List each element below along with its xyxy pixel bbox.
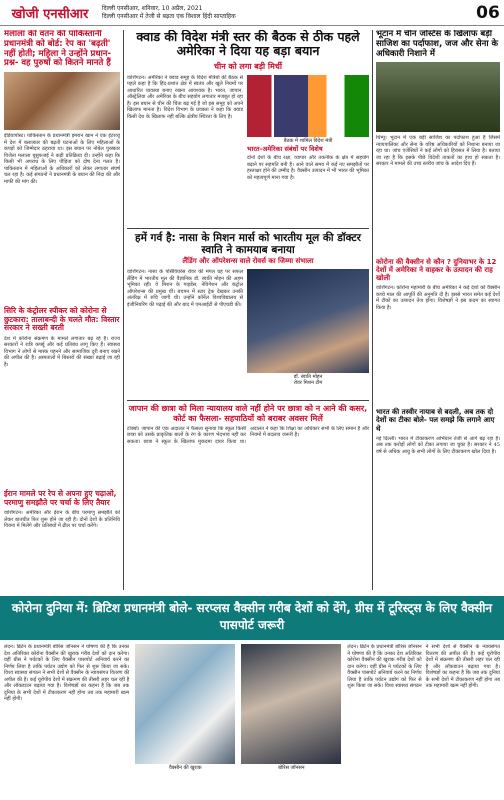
bottom-banner: कोरोना दुनिया में: ब्रिटिश प्रधानमंत्री बोले- सरप्लस वैक्सीन गरीब देशों को देंगे, ग्रीस में टूरिस्ट्स के लिए वैक्सीन पासपोर्ट जरूरी: [0, 596, 504, 640]
right-photo: [376, 62, 500, 132]
bottom-photo-block-1: [135, 644, 235, 794]
left-column: [4, 30, 120, 590]
brand-logo: खोजी एनसीआर: [4, 2, 96, 24]
subline-text: दिल्ली एनसीआर में तेजी से बढ़ता एक विशाल हिंदी साप्ताहिक: [102, 12, 236, 20]
bottom-body-left: लंदन। ब्रिटेन के प्रधानमंत्री बोरिस जॉनसन ने घोषणा की है कि उनका देश अतिरिक्त कोरोना वैक्सीन की खुराक गरीब देशों को दान करेगा। वहीं ग्रीस ने पर्यटकों के लिए वैक्सीन पासपोर्ट अनिवार्य करने का निर्णय लिया है ताकि पर्यटन उद्योग को फिर से शुरू किया जा सके। विश्व स्वास्थ्य संगठन ने सभी देशों से वैक्सीन के न्यायसंगत वितरण की अपील की है। कई यूरोपीय देशों में संक्रमण की तीसरी लहर चल रही है और लॉकडाउन बढ़ाया गया है। विशेषज्ञों का कहना है कि जब तक दुनिया के सभी देशों में टीकाकरण नहीं होगा तब तक महामारी खत्म नहीं होगी।: [4, 644, 130, 702]
left-body: इंडियापोस्ट। पाकिस्तान के प्रधानमंत्री इमरान खान ने एक इंटरव्यू में देश में बलात्कार की बढ़ती घटनाओं के लिए महिलाओं के कपड़ों को जिम्मेदार ठहराया था। इस बयान पर नोबेल पुरस्कार विजेता मलाला यूसुफजई ने कड़ी प्रतिक्रिया दी। उन्होंने कहा कि किसी भी अपराध के लिए पीड़िता को दोष देना गलत है। पाकिस्तान में महिलाओं के अधिकारों को लेकर लगातार संघर्ष चल रहा है। कई संगठनों ने प्रधानमंत्री के बयान की निंदा की और माफी की मांग की।: [4, 133, 120, 185]
masthead: [0, 0, 504, 26]
center-right-block: [247, 75, 369, 225]
nasa-side-label: रोवर मिशन टीम: [293, 380, 323, 387]
center-body-2: दोनों देशों के बीच रक्षा, व्यापार और तकनीक के क्षेत्र में सहयोग बढ़ाने पर सहमति बनी है। आने वाले समय में कई नए समझौतों पर हस्ताक्षर होने की उम्मीद है। वैक्सीन उत्पादन में भी भारत की भूमिका को महत्वपूर्ण माना गया है।: [247, 155, 369, 181]
right-headline-3: भारत की तस्वीर नायाब से बदली, अब तक दो देशों का टीका बोले- पल समझे कि लगाने आए थे: [376, 408, 495, 433]
center-top-row: [127, 75, 369, 225]
column-divider-2: [372, 30, 373, 590]
nasa-caption: डॉ. स्वाति मोहन: [293, 374, 323, 381]
center-body: वाशिंगटन। अमेरिका ने क्वाड समूह के विदेश मंत्रियों की बैठक से पहले कहा है कि हिंद-प्रशांत क्षेत्र में स्वतंत्र और खुले नियमों पर आधारित व्यवस्था बनाए रखना आवश्यक है। भारत, जापान, ऑस्ट्रेलिया और अमेरिका के बीच सहयोग लगातार मजबूत हो रहा है। इस बयान से चीन की चिंता बढ़ गई है जो इस समूह को अपने खिलाफ मानता है। विदेश विभाग के प्रवक्ता ने कहा कि क्वाड किसी देश के खिलाफ नहीं बल्कि क्षेत्रीय स्थिरता के लिए है।: [127, 74, 243, 120]
japan-body: टोक्यो। जापान की एक अदालत ने फैसला सुनाया कि स्कूल किसी छात्रा को उसके प्राकृतिक बालों के रंग के कारण भेदभाव नहीं कर सकता। छात्रा ने स्कूल के खिलाफ मुकदमा दायर किया था। अदालत ने कहा कि शिक्षा का अधिकार सभी के लिए समान है और नियमों में बदलाव जरूरी है।: [127, 425, 369, 445]
bottom-photo-block-2: [241, 644, 341, 794]
center-divider-2: [127, 400, 369, 401]
pm-photo: [241, 644, 341, 764]
right-body-3: नई दिल्ली। भारत में टीकाकरण अभियान तेजी से आगे बढ़ रहा है। अब तक करोड़ों लोगों को टीका लगाया जा चुका है। सरकार ने 45 वर्ष से अधिक आयु के सभी लोगों के लिए टीकाकरण खोल दिया है।: [376, 435, 500, 455]
center-photo-caption: बैठक में शामिल विदेश मंत्री: [283, 137, 333, 144]
left-headline-2: सिरि के कंट्रोलर स्पीकर को कोरोना से छुटकारा: तालाबन्दी के चलते मौत: विस्तार सरकार ने सख्ती बरती: [4, 306, 120, 333]
center-subhead: भारत-अमेरिका संबंधों पर विशेष: [247, 144, 323, 153]
dateline-text: दिल्ली एनसीआर, शनिवार, 10 अप्रैल, 2021: [102, 4, 203, 12]
japan-headline: जापान की छात्रा को मिला न्यायालय वाले नहीं होने पर छात्रा को न आने की कसर, कोर्ट का फैसला- सहपाठियों को बराबर अवसर मिलें: [128, 404, 368, 423]
right-body: थिम्पू। भूटान में एक बड़ी साजिश का पर्दाफाश हुआ है जिसमें न्यायपालिका और सेना के वरिष्ठ अधिकारियों को निशाना बनाया जा रहा था। जांच एजेंसियों ने कई लोगों को हिरासत में लिया है। बताया जा रहा है कि इसके पीछे विदेशी ताकतों का हाथ हो सकता है। सरकार ने मामले की उच्च स्तरीय जांच के आदेश दिए हैं।: [376, 135, 500, 168]
bottom-body-right: लंदन। ब्रिटेन के प्रधानमंत्री बोरिस जॉनसन ने घोषणा की है कि उनका देश अतिरिक्त कोरोना वैक्सीन की खुराक गरीब देशों को दान करेगा। वहीं ग्रीस ने पर्यटकों के लिए वैक्सीन पासपोर्ट अनिवार्य करने का निर्णय लिया है ताकि पर्यटन उद्योग को फिर से शुरू किया जा सके। विश्व स्वास्थ्य संगठन ने सभी देशों से वैक्सीन के न्यायसंगत वितरण की अपील की है। कई यूरोपीय देशों में संक्रमण की तीसरी लहर चल रही है और लॉकडाउन बढ़ाया गया है। विशेषज्ञों का कहना है कि जब तक दुनिया के सभी देशों में टीकाकरण नहीं होगा तब तक महामारी खत्म नहीं होगी।: [347, 644, 500, 689]
left-photo: [4, 72, 120, 130]
left-headline: मलाला की वतन की पाकिस्तानी प्रधानमंत्री को बोर्ड: रेप का 'बढ़ती' नहीं होती; महिला ने उन्होंने प्रधान-प्रश्न- वह पुरुषों को कितने मानते हैं: [4, 30, 112, 69]
flags-photo: [247, 75, 369, 137]
center-headline: क्वाड की विदेश मंत्री स्तर की बैठक से ठीक पहले अमेरिका ने दिया यह बड़ा बयान: [136, 30, 360, 59]
left-headline-3: ईरान मामले पर रेप से अपना हुए चढ़ाओ, परमाणु समझौते पर चर्चा के लिए तैयार: [4, 488, 117, 507]
nasa-row: [127, 269, 369, 397]
left-body-3: वाशिंगटन। अमेरिका और ईरान के बीच परमाणु समझौते को लेकर बातचीत फिर शुरू होने जा रही है। दोनों देशों के प्रतिनिधि वियना में मिलेंगे और प्रतिबंधों में ढील पर चर्चा करेंगे।: [4, 510, 120, 530]
right-headline-2: कोरोना की वैक्सीन से कौन ? दुनियाभर के 12 देशों में अमेरिका ने वाहकर के उत्पादन की राह खोली: [376, 258, 497, 283]
vaccine-photo: [135, 644, 235, 764]
dateline: [96, 5, 472, 21]
right-column: [376, 30, 500, 590]
left-body-2: देश में कोरोना संक्रमण के मामले लगातार बढ़ रहे हैं। राज्य सरकारों ने रात्रि कर्फ्यू और कई प्रतिबंध लागू किए हैं। स्वास्थ्य विभाग ने लोगों से मास्क पहनने और सामाजिक दूरी बनाए रखने की अपील की है। अस्पतालों में बिस्तरों की संख्या बढ़ाई जा रही है।: [4, 335, 120, 368]
bottom-caption-2: बोरिस जॉनसन: [278, 765, 305, 771]
right-headline: भूटान में चीन जस्टिस के खिलाफ बड़ी साजिश का पर्दाफाश, जज और सेना के अधिकारी निशाने में: [376, 30, 499, 59]
nasa-photo: [247, 269, 369, 373]
nasa-body: वाशिंगटन। नासा के पर्सिवियरेंस रोवर की मंगल ग्रह पर सफल लैंडिंग में भारतीय मूल की वैज्ञानिक डॉ. स्वाति मोहन की अहम भूमिका रही। वे मिशन के गाइडेंस, नेविगेशन और कंट्रोल ऑपरेशन्स की प्रमुख थीं। बचपन में स्टार ट्रेक देखकर उनकी अंतरिक्ष में रुचि जागी थी। उन्होंने कॉर्नेल विश्वविद्यालय से इंजीनियरिंग की पढ़ाई की और बाद में एमआईटी से पीएचडी की।: [127, 269, 243, 308]
center-kicker: चीन को लगा बड़ी मिर्ची: [214, 61, 282, 71]
column-divider: [123, 30, 124, 590]
nasa-headline: हमें गर्व है: नासा के मिशन मार्स को भारतीय मूल की डॉक्टर स्वाति ने कामयाब बनाया: [135, 232, 361, 257]
page-number: 06: [476, 2, 500, 23]
bottom-caption-1: वैक्सीन की खुराक: [169, 765, 202, 771]
nasa-kicker: लैंडिंग और ऑपरेशन्स वाले रोवर्स का जिम्मा संभाला: [182, 257, 314, 266]
nasa-photo-block: [247, 269, 369, 397]
bottom-story: [4, 644, 500, 796]
center-column: [127, 30, 369, 590]
center-divider: [127, 228, 369, 229]
right-body-2: वाशिंगटन। कोरोना महामारी के बीच अमेरिका ने कई देशों को वैक्सीन कच्चे माल की आपूर्ति की अनुमति दी है। इससे भारत समेत कई देशों में टीकों का उत्पादन तेज होगा। विशेषज्ञों ने इस कदम का स्वागत किया है।: [376, 285, 500, 311]
